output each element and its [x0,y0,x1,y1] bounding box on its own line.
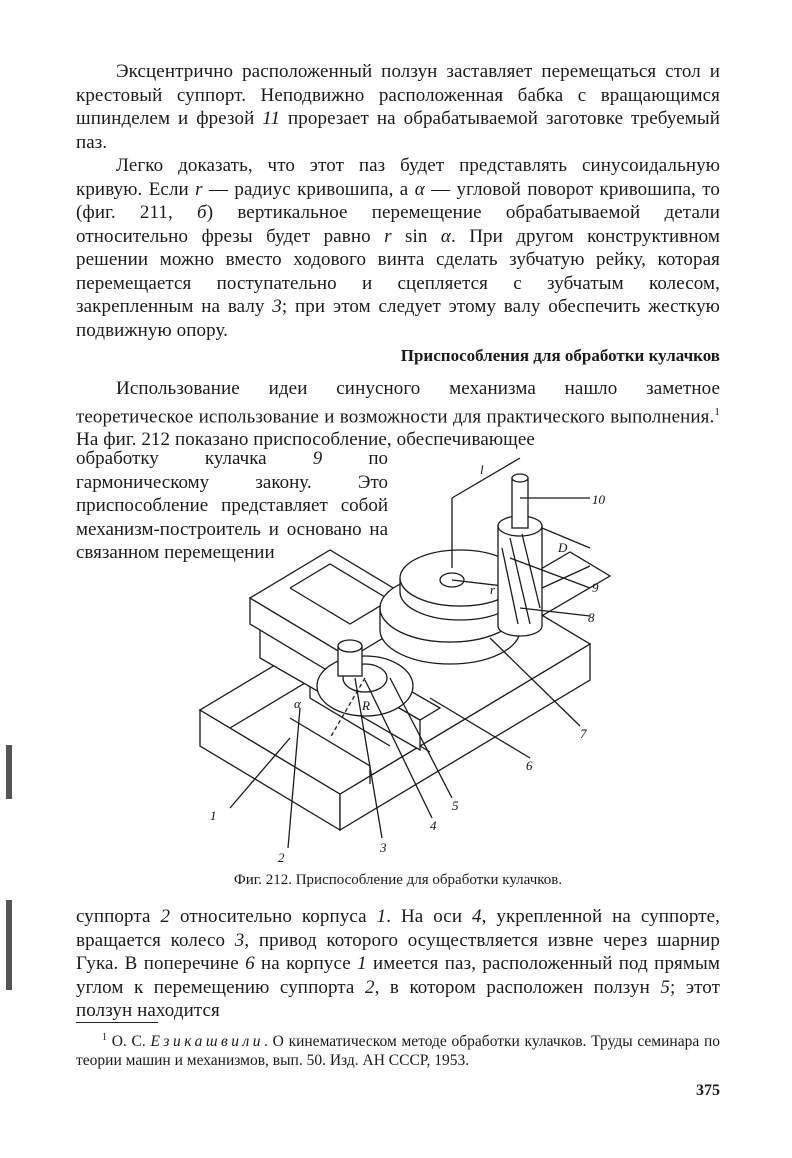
label-1: 1 [210,808,217,823]
label-3: 3 [380,840,387,855]
label-6: 6 [526,758,533,773]
paragraph-5: суппорта 2 относительно корпуса 1. На оси 4, укрепленной на суппорте, вращается колесо 3, привод которого осуществляется извне через шарнир Гука. В поперечине 6 на корпусе 1 имеется паз, расположенный под прямым углом к перемещению суппорта 2, в котором расположен ползун 5; этот ползун находится [76,906,720,1021]
label-9: 9 [592,580,599,595]
label-5: 5 [452,798,459,813]
footnote: $^1$ О. С. Езикашвили. О кинематическом методе обработки кулачков. Труды семинара по теории машин и механизмов, вып. 50. Изд. АН СССР, 1953. [76,1032,720,1070]
label-r: r [490,582,496,597]
page-number: 375 [696,1082,720,1099]
label-4: 4 [430,818,437,833]
figure-212-drawing [190,448,750,868]
footnote-author: Езикашвили [150,1033,265,1051]
text-run: прорезает на обрабатываемой заготовке требуемый паз. [76,108,720,153]
ref-number: 11 [262,108,281,129]
label-2: 2 [278,850,285,865]
paragraph-2: Легко доказать, что этот паз будет представлять синусоидальную кривую. Если r — радиус кривошипа, а α — угловой поворот кривошипа, то (фиг. 211, б) вертикальное перемещение обрабатываемой детали относительно фрезы будет равно r sin α. При другом конструктивном решении можно вместо ходового винта сделать зубчатую рейку, которая перемещается поступательно и сцепляется с зубчатым колесом, закрепленным на валу 3; при этом следует этому валу обеспечить жесткую подвижную опору. [76,155,720,341]
figure-caption: Фиг. 212. Приспособление для обработки кулачков. [233,872,563,888]
paragraph-1 [76,60,720,154]
section-heading: Приспособления для обработки кулачков [400,346,720,365]
label-D: D [558,540,568,555]
label-R: R [362,698,370,713]
label-alpha: α [294,696,301,711]
label-l: l [480,462,484,477]
scan-artifact [6,745,12,799]
paragraph-4-wrapped: обработку кулачка 9 по гармоническому закону. Это приспособление представляет собой механизм-построитель и основано на связанном перемещении [76,448,388,563]
scan-artifact [6,900,12,990]
label-8: 8 [588,610,595,625]
footnote-divider [76,1022,158,1023]
label-10: 10 [592,492,605,507]
footnote-ref: 1 [714,405,720,418]
label-7: 7 [580,726,587,741]
text-run: Эксцентрично расположенный ползун заставляет перемещаться стол и крестовый суппорт. Неподвижно расположенная бабка с вращающимся шпинделем и фрезой [76,61,720,129]
paragraph-3: Использование идеи синусного механизма нашло заметное теоретическое использование и возможности для практического выполнения.$^1$ На фиг. 212 показано приспособление, обеспечивающее [76,378,720,451]
